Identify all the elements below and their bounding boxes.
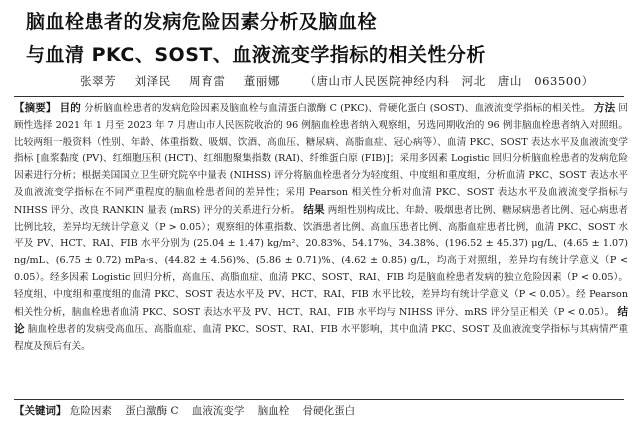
author-line	[80, 73, 620, 89]
keyword: 骨硬化蛋白	[302, 405, 356, 417]
bottom-divider	[14, 399, 624, 400]
author-1: 张翠芳	[80, 74, 117, 88]
keywords	[14, 403, 628, 418]
affiliation: （唐山市人民医院神经内科 河北 唐山 063500）	[304, 74, 594, 88]
abstract	[14, 100, 628, 356]
result-label: 结果	[303, 203, 325, 216]
keywords-label: 【关键词】	[14, 405, 67, 417]
keyword: 蛋白激酶 C	[125, 405, 179, 417]
author-3: 周育雷	[189, 74, 226, 88]
keyword: 危险因素	[69, 405, 112, 417]
top-divider	[14, 96, 624, 97]
keyword: 脑血栓	[257, 405, 290, 417]
conclusion-text: 脑血栓患者的发病受高血压、高脂血症、血清 PKC、SOST、RAI、FIB 水平影响，其中血清 PKC、SOST 及血液流变学指标与其病情严重程度及预后有关。	[14, 324, 628, 353]
keyword: 血液流变学	[191, 405, 245, 417]
author-4: 董丽娜	[243, 74, 281, 88]
purpose-text: 分析脑血栓患者的发病危险因素及脑血栓与血清蛋白激酶 C (PKC)、骨硬化蛋白 (SOST)、血液流变学指标的相关性。	[83, 103, 591, 114]
method-label: 方法	[594, 102, 616, 114]
title-line-2: 与血清 PKC、SOST、血液流变学指标的相关性分析	[26, 44, 486, 66]
conclusion-label: 结论	[14, 305, 628, 336]
method-text: 回顾性选择 2021 年 1 月至 2023 年 7 月唐山市人民医院收治的 96 例脑血栓患者纳入观察组，另选同期收治的 96 例非脑血栓患者纳入对照组。比较两组一般资料（性别、年龄、体重指数、吸烟、饮酒、高血压、糖尿病、高脂血症、冠心病等）、血清 PKC、SOST 表达水平及血液流变学指标 [血浆黏度 (PV)、红细胞压积 (HCT)、红细胞聚集指数 (RAI)、纤维蛋白原 (FIB)]；采用多因素 Logistic 回归分析脑血栓患者的发病危险因素进行分析；根据美国国立卫生研究院卒中量表 (NIHSS) 评分将脑血栓患者分为轻度组、中度组和重度组，分析血清 PKC、SOST 表达水平及血液流变学指标在不同严重程度的脑血栓患者间的差异性；采用 Pearson 相关性分析对血清 PKC、SOST 表达水平及血液流变学指标与 NIHSS 评分、改良 RANKIN 量表 (mRS) 评分的关系进行分析。	[14, 103, 628, 216]
purpose-label: 目的	[59, 102, 81, 114]
title-line-1: 脑血栓患者的发病危险因素分析及脑血栓	[26, 11, 378, 33]
author-2: 刘泽民	[134, 74, 171, 88]
result-text: 两组性别构成比、年龄、吸烟患者比例、糖尿病患者比例、冠心病患者比例比较，差异均无统计学意义（P > 0.05）；观察组的体重指数、饮酒患者比例、高血压患者比例、高脂血症患者比例，血清 PKC、SOST 水平及 PV、HCT、RAI、FIB 水平分别为 (25.04 ± 1.47) kg/m²、20.83%、54.17%、34.38%、(196.52 ± 45.37) μg/L、(4.65 ± 1.07) ng/mL、(6.75 ± 0.72) mPa·s、(44.82 ± 4.56)%、(5.86 ± 0.71)%、(4.62 ± 0.85) g/L，均高于对照组，差异均有统计学意义（P < 0.05）。经多因素 Logistic 回归分析，高血压、高脂血症、血清 PKC、SOST、RAI、FIB 均是脑血栓患者发病的独立危险因素（P < 0.05）。轻度组、中度组和重度组的血清 PKC、SOST 表达水平及 PV、HCT、RAI、FIB 水平比较，差异均有统计学意义（P < 0.05）。经 Pearson 相关性分析，脑血栓患者血清 PKC、SOST 表达水平及 PV、HCT、RAI、FIB 水平均与 NIHSS 评分、mRS 评分呈正相关（P < 0.05）。	[14, 204, 629, 318]
abstract-label: 【摘要】	[14, 102, 57, 114]
